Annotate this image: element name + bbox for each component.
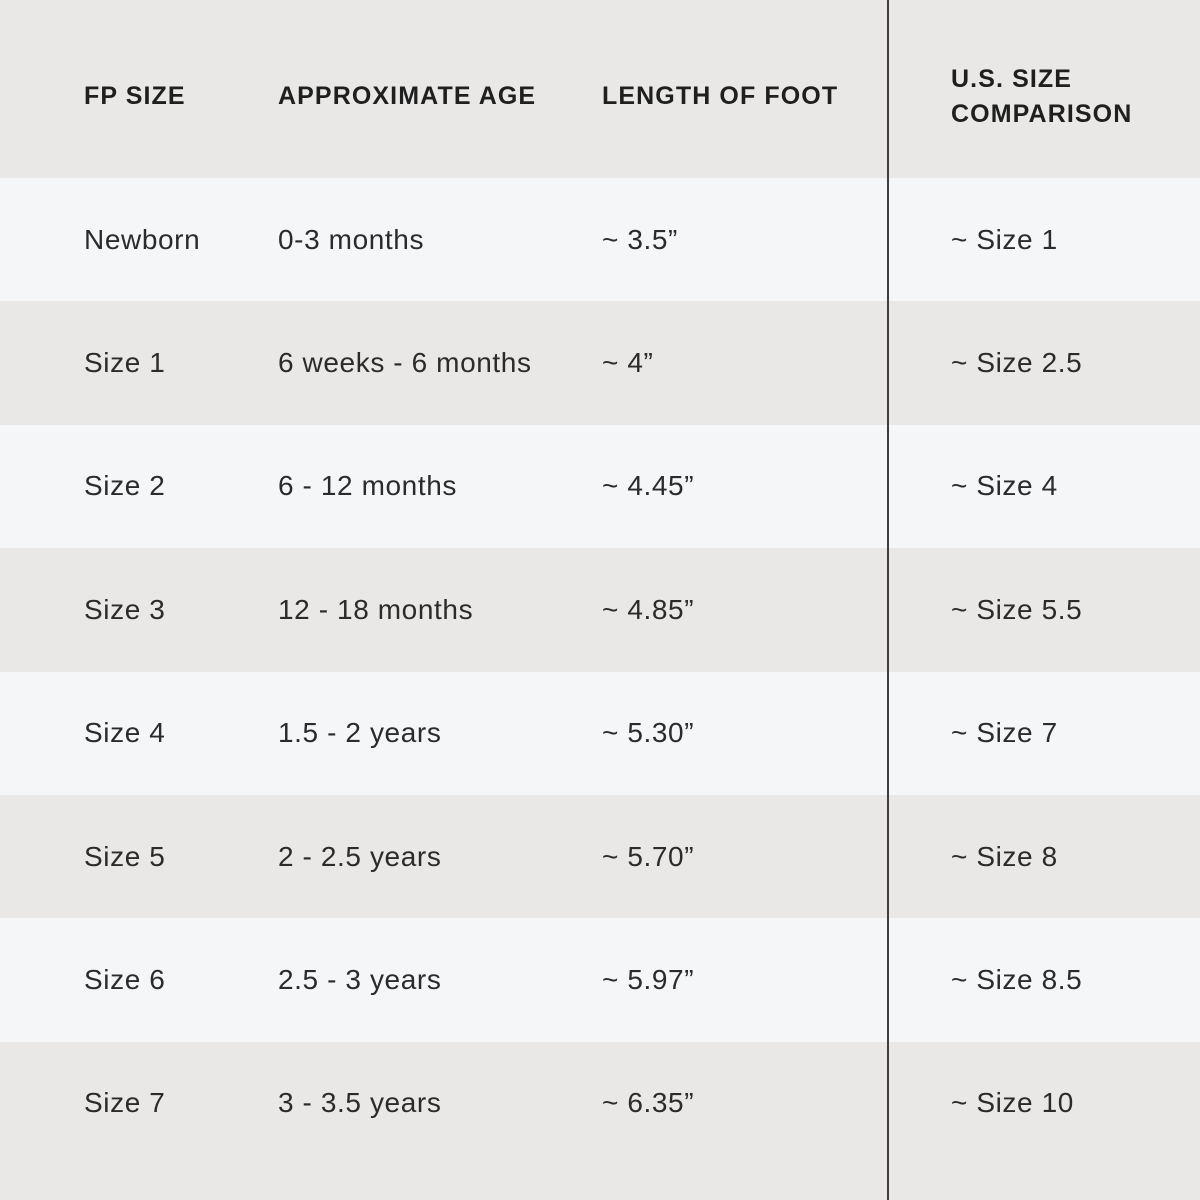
table-row bbox=[0, 301, 1200, 424]
us-size-cell: ~ Size 7 bbox=[951, 717, 1058, 749]
us-size-cell: ~ Size 10 bbox=[951, 1087, 1074, 1119]
age-cell: 12 - 18 months bbox=[278, 593, 474, 625]
fp-size-cell: Size 3 bbox=[84, 593, 166, 625]
us-size-cell: ~ Size 8.5 bbox=[951, 964, 1083, 996]
foot-length-cell: ~ 3.5” bbox=[602, 223, 678, 255]
age-cell: 3 - 3.5 years bbox=[278, 1087, 442, 1119]
header-us-size-comparison bbox=[951, 62, 1200, 132]
fp-size-cell: Newborn bbox=[84, 223, 201, 255]
bottom-filler-band bbox=[0, 1165, 1200, 1200]
us-size-cell: ~ Size 2.5 bbox=[951, 347, 1083, 379]
header-fp-size: FP SIZE bbox=[84, 82, 186, 110]
table-row bbox=[0, 795, 1200, 918]
table-header-row bbox=[0, 0, 1200, 178]
age-cell: 1.5 - 2 years bbox=[278, 717, 442, 749]
foot-length-cell: ~ 5.30” bbox=[602, 717, 695, 749]
age-cell: 2 - 2.5 years bbox=[278, 840, 442, 872]
us-size-cell: ~ Size 1 bbox=[951, 223, 1058, 255]
header-approximate-age: APPROXIMATE AGE bbox=[278, 82, 537, 110]
column-divider-line bbox=[887, 0, 889, 1200]
foot-length-cell: ~ 4.85” bbox=[602, 593, 695, 625]
us-size-cell: ~ Size 8 bbox=[951, 840, 1058, 872]
us-size-cell: ~ Size 4 bbox=[951, 470, 1058, 502]
fp-size-cell: Size 5 bbox=[84, 840, 166, 872]
fp-size-cell: Size 7 bbox=[84, 1087, 166, 1119]
fp-size-cell: Size 2 bbox=[84, 470, 166, 502]
header-us-size-line2: COMPARISON bbox=[951, 99, 1133, 128]
foot-length-cell: ~ 6.35” bbox=[602, 1087, 695, 1119]
table-row bbox=[0, 548, 1200, 671]
foot-length-cell: ~ 5.97” bbox=[602, 964, 695, 996]
table-row bbox=[0, 1042, 1200, 1165]
header-length-of-foot: LENGTH OF FOOT bbox=[602, 82, 839, 110]
table-row bbox=[0, 672, 1200, 795]
table-row bbox=[0, 178, 1200, 301]
foot-length-cell: ~ 4” bbox=[602, 347, 654, 379]
table-row bbox=[0, 918, 1200, 1041]
table-row bbox=[0, 425, 1200, 548]
age-cell: 2.5 - 3 years bbox=[278, 964, 442, 996]
fp-size-cell: Size 6 bbox=[84, 964, 166, 996]
foot-length-cell: ~ 5.70” bbox=[602, 840, 695, 872]
age-cell: 6 weeks - 6 months bbox=[278, 347, 532, 379]
fp-size-cell: Size 1 bbox=[84, 347, 166, 379]
us-size-cell: ~ Size 5.5 bbox=[951, 593, 1083, 625]
header-us-size-line1: U.S. SIZE bbox=[951, 64, 1073, 93]
foot-length-cell: ~ 4.45” bbox=[602, 470, 695, 502]
age-cell: 6 - 12 months bbox=[278, 470, 457, 502]
age-cell: 0-3 months bbox=[278, 223, 425, 255]
fp-size-cell: Size 4 bbox=[84, 717, 166, 749]
